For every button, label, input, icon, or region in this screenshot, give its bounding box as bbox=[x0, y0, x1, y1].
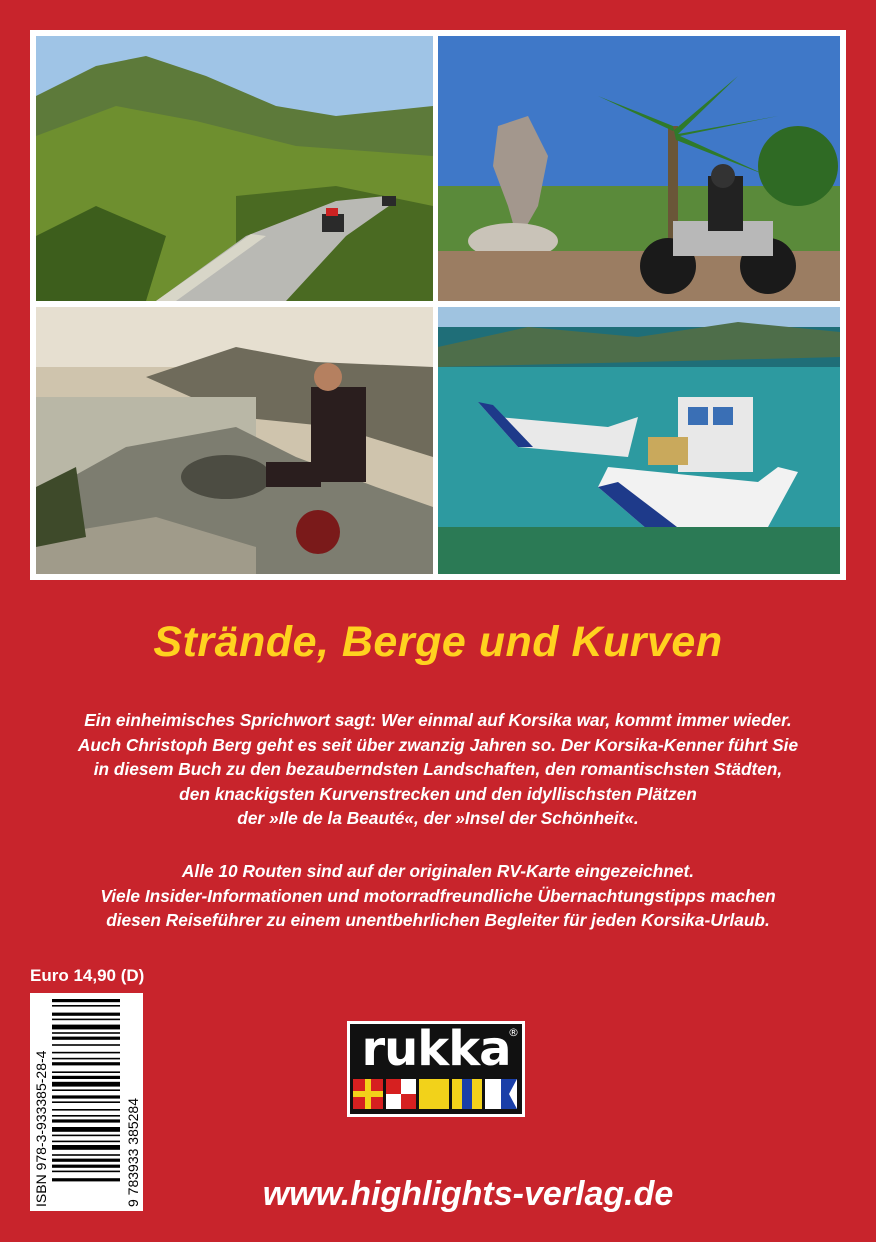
barcode-bar bbox=[52, 1119, 120, 1122]
barcode-bar bbox=[52, 1101, 120, 1103]
barcode-bar bbox=[52, 1089, 120, 1091]
barcode-bar bbox=[52, 1095, 120, 1098]
registered-mark: ® bbox=[508, 1026, 519, 1039]
barcode-bar bbox=[52, 1127, 120, 1132]
photo-corsica-statue-palm bbox=[438, 36, 840, 301]
barcode-bar bbox=[52, 1159, 120, 1162]
description-line: Alle 10 Routen sind auf der originalen RV-Karte eingezeichnet. bbox=[181, 861, 695, 881]
barcode-bar bbox=[52, 1082, 120, 1087]
barcode-bar bbox=[52, 1141, 120, 1143]
barcode-bar bbox=[52, 1076, 120, 1079]
rukka-logo bbox=[347, 1021, 525, 1117]
headline: Strände, Berge und Kurven bbox=[153, 618, 723, 666]
barcode-bar bbox=[52, 1071, 120, 1073]
description-paragraph-1 bbox=[40, 708, 836, 831]
description-line: Auch Christoph Berg geht es seit über zwanzig Jahren so. Der Korsika-Kenner führt Sie bbox=[77, 734, 799, 755]
barcode-bar bbox=[52, 1171, 120, 1173]
barcode-bar bbox=[52, 999, 120, 1002]
photo-mountain-road-motorcycles bbox=[36, 36, 433, 301]
barcode-bar bbox=[52, 1154, 120, 1156]
barcode-bar bbox=[52, 1058, 120, 1060]
photo-rider-coastal-rocks bbox=[36, 307, 433, 574]
description-paragraph-2 bbox=[40, 859, 836, 933]
barcode-digits: 9 783933 385284 bbox=[125, 1098, 141, 1207]
barcode-bar bbox=[52, 1025, 120, 1030]
barcode-bar bbox=[52, 1052, 120, 1054]
description-line: der »Ile de la Beauté«, der »Insel der Schönheit«. bbox=[237, 808, 639, 828]
barcode-bar bbox=[52, 1037, 120, 1040]
description-line: diesen Reiseführer zu einem unentbehrlichen Begleiter für jeden Korsika-Urlaub. bbox=[106, 910, 770, 930]
description-line: Ein einheimisches Sprichwort sagt: Wer einmal auf Korsika war, kommt immer wieder. bbox=[84, 710, 792, 730]
barcode-bar bbox=[52, 1109, 120, 1111]
isbn-label: ISBN 978-3-933385-28-4 bbox=[33, 1050, 49, 1207]
barcode-bar bbox=[52, 1145, 120, 1150]
barcode-bar bbox=[52, 1013, 120, 1016]
barcode-bar bbox=[52, 1005, 120, 1007]
publisher-url[interactable]: www.highlights-verlag.de bbox=[262, 1175, 674, 1213]
barcode-bar bbox=[52, 1062, 120, 1065]
description-line: in diesem Buch zu den bezauberndsten Landschaften, den romantischsten Städten, bbox=[93, 759, 783, 779]
photo-collage bbox=[30, 30, 846, 580]
photo-fishing-boats-bay bbox=[438, 307, 840, 574]
barcode-bar bbox=[52, 1044, 120, 1046]
barcode-bar bbox=[52, 1115, 120, 1117]
barcode-bar bbox=[52, 1032, 120, 1034]
barcode-bar bbox=[52, 1165, 120, 1168]
signal-flags-icon bbox=[353, 1079, 519, 1109]
barcode-bar bbox=[52, 1135, 120, 1137]
logo-wordmark: rukka bbox=[361, 1021, 511, 1077]
barcode-bar bbox=[52, 1019, 120, 1021]
description-line: Viele Insider-Informationen und motorradfreundliche Übernachtungstipps machen bbox=[100, 885, 776, 906]
price-label: Euro 14,90 (D) bbox=[30, 966, 145, 985]
description-line: den knackigsten Kurvenstrecken und den idyllischsten Plätzen bbox=[179, 783, 697, 804]
